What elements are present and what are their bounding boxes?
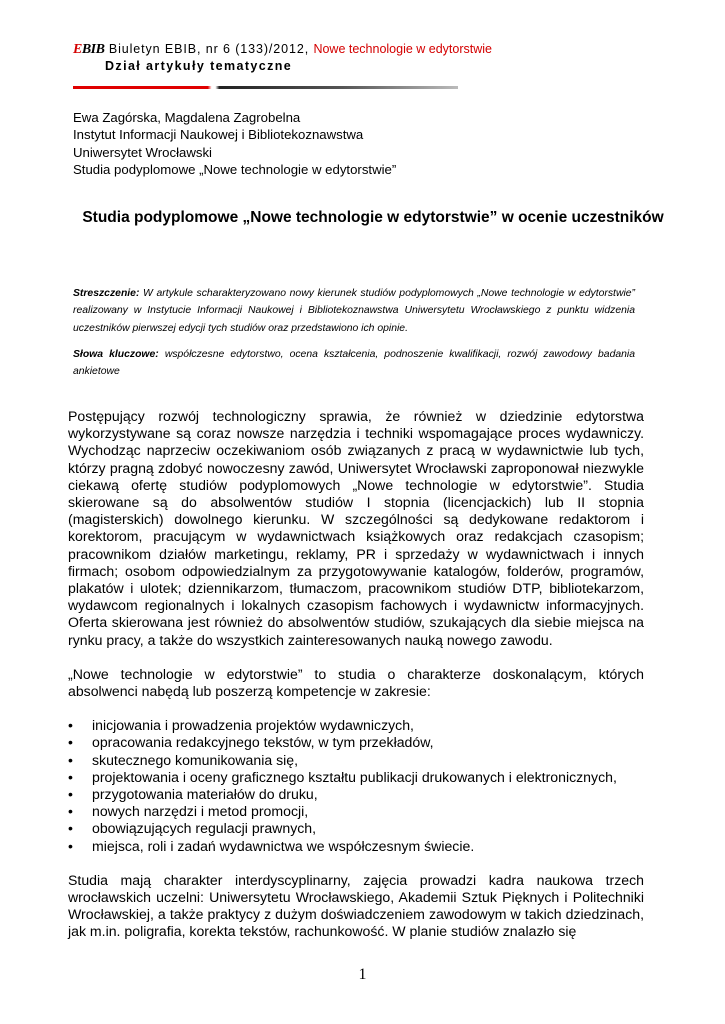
list-item: • opracowania redakcyjnego tekstów, w tym przekładów, <box>92 734 644 751</box>
body-paragraph: Studia mają charakter interdyscyplinarny, zajęcia prowadzi kadra naukowa trzech wrocławskich uczelni: Uniwersytetu Wrocławskiego, Akademii Sztuk Pięknych i Politechniki Wrocławskiej, a także praktycy z dużym doświadczeniem zawodowym w takich dziedzinach, jak m.in. poligrafia, korekta tekstów, rachunkowość. W planie studiów znalazło się <box>68 871 644 940</box>
author-names: Ewa Zagórska, Magdalena Zagrobelna <box>73 110 301 125</box>
author-institute: Instytut Informacji Naukowej i Bibliotekoznawstwa <box>73 127 364 143</box>
abstract <box>73 285 635 337</box>
author-program: Studia podyplomowe „Nowe technologie w edytorstwie” <box>73 162 397 178</box>
body-paragraph: Postępujący rozwój technologiczny sprawia, że również w dziedzinie edytorstwa wykorzystywane są coraz nowsze narzędzia i techniki wspomagające proces wydawniczy. Wychodząc naprzeciw oczekiwaniom osób związanych z pracą w wydawnictwie lub tych, którzy pragną zdobyć nowoczesny zawód, Uniwersytet Wrocławski zaproponował niezwykle ciekawą ofertę studiów podyplomowych „Nowe technologie w edytorstwie”. Studia skierowane są do absolwentów studiów I stopnia (licencjackich) lub II stopnia (magisterskich) dowolnego kierunku. W szczególności są dedykowane redaktorom i korektorom, pracującym w wydawnictwach książkowych oraz redakcjach czasopism; pracownikom działów marketingu, reklamy, PR i sprzedaży w wydawnictwach i innych firmach; osobom odpowiedzialnym za przygotowywanie katalogów, folderów, programów, plakatów i ulotek; dziennikarzom, tłumaczom, pracownikom studiów DTP, bibliotekarzom, wydawcom regionalnych i lokalnych czasopism fachowych i wydawnictw informacyjnych. Oferta skierowana jest również do absolwentów studiów, szukających dla siebie miejsca na rynku pracy, a także do wszystkich zainteresowanych nauką nowego zawodu. <box>68 408 644 648</box>
article-title: Studia podyplomowe „Nowe technologie w edytorstwie” w ocenie uczestników <box>82 209 664 226</box>
list-item: • inicjowania i prowadzenia projektów wydawniczych, <box>92 717 644 734</box>
competencies-list <box>68 717 644 855</box>
author-block <box>73 109 396 179</box>
page-number: 1 <box>358 966 367 983</box>
list-item: • projektowania i oceny graficznego kształtu publikacji drukowanych i elektronicznych, <box>92 769 644 786</box>
header-rule <box>73 86 458 89</box>
keywords-label: Słowa kluczowe: <box>73 349 159 360</box>
abstract-text: W artykule scharakteryzowano nowy kierunek studiów podyplomowych „Nowe technologie w edytorstwie” realizowany w Instytucie Informacji Naukowej i Bibliotekoznawstwa Uniwersytetu Wrocławskiego z punktu widzenia uczestników pierwszej edycji tych studiów oraz przedstawiono ich opinie. <box>73 288 635 334</box>
issue-topic: Nowe technologie w edytorstwie <box>313 42 493 56</box>
abstract-label: Streszczenie: <box>73 288 140 299</box>
author-university: Uniwersytet Wrocławski <box>73 144 212 160</box>
keywords <box>73 346 635 381</box>
list-item: • nowych narzędzi i metod promocji, <box>92 803 644 820</box>
header-line <box>73 42 673 57</box>
body-paragraph: „Nowe technologie w edytorstwie” to studia o charakterze doskonalącym, których absolwenci nabędą lub poszerzą kompetencje w zakresie: <box>68 665 644 700</box>
article-body <box>68 408 644 941</box>
list-item: • skutecznego komunikowania się, <box>92 752 644 769</box>
journal-issue: Biuletyn EBIB, nr 6 (133)/2012, <box>104 42 314 56</box>
list-item: • przygotowania materiałów do druku, <box>92 786 644 803</box>
ebib-logo: EBIB <box>73 42 105 57</box>
list-item: • miejsca, roli i zadań wydawnictwa we współczesnym świecie. <box>92 838 644 855</box>
running-header <box>73 42 673 74</box>
list-item: • obowiązujących regulacji prawnych, <box>92 820 644 837</box>
section-name: Dział artykuły tematyczne <box>105 59 293 73</box>
keywords-text: współczesne edytorstwo, ocena kształcenia, podnoszenie kwalifikacji, rozwój zawodowy badania ankietowe <box>73 349 635 378</box>
